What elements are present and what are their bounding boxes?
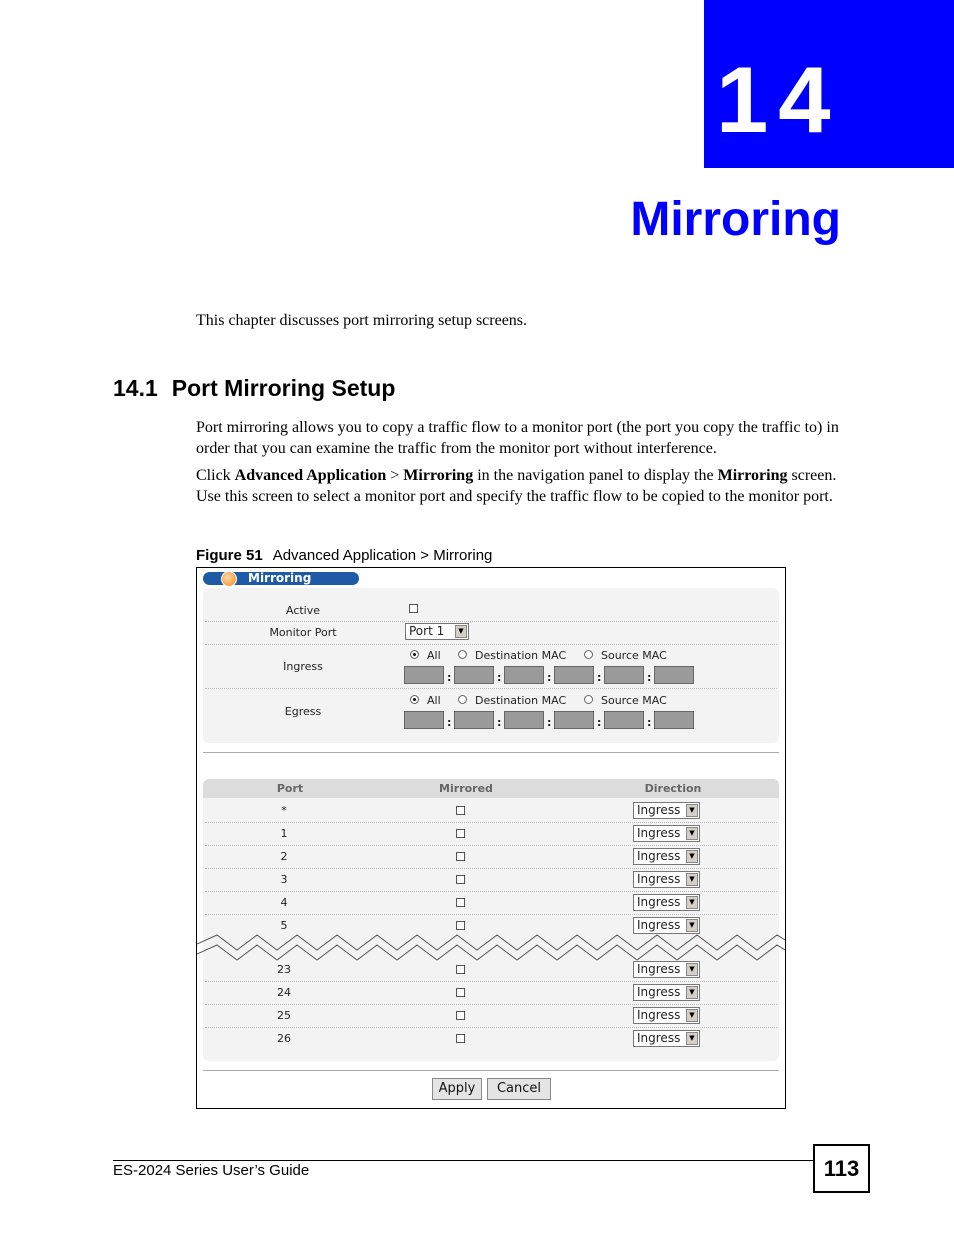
- row-divider: [205, 981, 777, 982]
- ingress-mac-field[interactable]: [604, 666, 644, 684]
- port-cell: 3: [280, 873, 288, 886]
- direction-select[interactable]: [633, 802, 700, 819]
- port-table-header: [203, 779, 779, 798]
- col-mirrored: Mirrored: [439, 782, 493, 795]
- direction-select[interactable]: [633, 1030, 700, 1047]
- para-text: in the navigation panel to display the: [473, 467, 718, 484]
- mac-separator: :: [547, 671, 552, 684]
- egress-dest-mac-label: Destination MAC: [475, 694, 567, 707]
- intro-text: This chapter discusses port mirroring setup screens.: [196, 312, 528, 329]
- egress-dest-mac-radio[interactable]: [458, 695, 467, 704]
- ingress-source-mac-label: Source MAC: [601, 649, 667, 662]
- direction-value: Ingress: [637, 803, 681, 817]
- direction-select[interactable]: [633, 1007, 700, 1024]
- section-divider: [203, 1070, 779, 1071]
- para-bold: Advanced Application: [234, 467, 387, 484]
- ingress-mac-field[interactable]: [554, 666, 594, 684]
- para-text: screen. Use this screen to select a monitor port and specify the traffic flow to be copied to the monitor port.: [196, 467, 837, 505]
- monitor-port-label: Monitor Port: [269, 626, 337, 639]
- figure-label: Figure 51: [196, 547, 263, 564]
- port-cell: 4: [280, 896, 288, 909]
- break-mark: [197, 932, 785, 962]
- active-label: Active: [285, 604, 321, 617]
- mirrored-checkbox[interactable]: [456, 898, 465, 907]
- egress-source-mac-radio[interactable]: [584, 695, 593, 704]
- row-divider: [205, 845, 777, 846]
- direction-select[interactable]: [633, 871, 700, 888]
- mirrored-checkbox[interactable]: [456, 921, 465, 930]
- mac-separator: :: [497, 716, 502, 729]
- para-text: >: [386, 467, 404, 484]
- mirrored-checkbox[interactable]: [456, 1011, 465, 1020]
- direction-select[interactable]: [633, 848, 700, 865]
- mirrored-checkbox[interactable]: [456, 988, 465, 997]
- port-cell: 24: [277, 986, 291, 999]
- paragraph-1: Port mirroring allows you to copy a traffic flow to a monitor port (the port you copy the traffic to) in order that you can examine the traffic from the monitor port without interference.: [196, 419, 839, 457]
- mirroring-tab: [203, 572, 359, 585]
- row-divider: [205, 688, 777, 689]
- para-bold: Mirroring: [403, 467, 474, 484]
- direction-value: Ingress: [637, 849, 681, 863]
- ingress-mac-field[interactable]: [654, 666, 694, 684]
- chapter-title: Mirroring: [630, 193, 841, 246]
- egress-mac-field[interactable]: [504, 711, 544, 729]
- port-cell: 26: [277, 1032, 291, 1045]
- port-cell: 25: [277, 1009, 291, 1022]
- active-checkbox[interactable]: [409, 604, 418, 613]
- ingress-dest-mac-label: Destination MAC: [475, 649, 567, 662]
- egress-mac-field[interactable]: [654, 711, 694, 729]
- direction-value: Ingress: [637, 985, 681, 999]
- direction-value: Ingress: [637, 895, 681, 909]
- section-title: Port Mirroring Setup: [171, 375, 396, 401]
- direction-value: Ingress: [637, 962, 681, 976]
- row-divider: [205, 644, 777, 645]
- para-bold: Mirroring: [717, 467, 788, 484]
- ingress-all-radio[interactable]: [410, 650, 419, 659]
- chevron-down-icon: ▼: [686, 896, 698, 909]
- mac-separator: :: [647, 716, 652, 729]
- page-number: 113: [813, 1144, 870, 1193]
- mac-separator: :: [597, 671, 602, 684]
- col-direction: Direction: [644, 782, 702, 795]
- chevron-down-icon: ▼: [686, 1009, 698, 1022]
- ingress-dest-mac-radio[interactable]: [458, 650, 467, 659]
- egress-mac-field[interactable]: [604, 711, 644, 729]
- chapter-number: 14: [716, 47, 841, 152]
- mac-separator: :: [447, 671, 452, 684]
- direction-value: Ingress: [637, 918, 681, 932]
- row-divider: [205, 1004, 777, 1005]
- para-text: Click: [196, 467, 235, 484]
- row-divider: [205, 1027, 777, 1028]
- direction-value: Ingress: [637, 1008, 681, 1022]
- footer-guide-title: ES-2024 Series User’s Guide: [113, 1162, 310, 1179]
- row-divider: [205, 914, 777, 915]
- port-cell: 1: [280, 827, 288, 840]
- mirrored-checkbox[interactable]: [456, 875, 465, 884]
- direction-value: Ingress: [637, 1031, 681, 1045]
- chevron-down-icon: ▼: [686, 827, 698, 840]
- ingress-mac-field[interactable]: [504, 666, 544, 684]
- mac-separator: :: [547, 716, 552, 729]
- mirrored-checkbox[interactable]: [456, 806, 465, 815]
- mac-separator: :: [597, 716, 602, 729]
- orb-icon: [221, 571, 237, 587]
- mac-separator: :: [497, 671, 502, 684]
- ingress-all-label: All: [427, 649, 441, 662]
- tab-label: Mirroring: [248, 571, 312, 585]
- mirrored-checkbox[interactable]: [456, 1034, 465, 1043]
- egress-source-mac-label: Source MAC: [601, 694, 667, 707]
- chevron-down-icon: ▼: [686, 963, 698, 976]
- mirrored-checkbox[interactable]: [456, 829, 465, 838]
- chevron-down-icon: ▼: [455, 625, 467, 638]
- direction-select[interactable]: [633, 894, 700, 911]
- section-divider: [203, 752, 779, 753]
- row-divider: [205, 891, 777, 892]
- col-port: Port: [276, 782, 304, 795]
- mac-separator: :: [447, 716, 452, 729]
- mac-separator: :: [647, 671, 652, 684]
- port-cell: 5: [280, 919, 288, 932]
- egress-all-radio[interactable]: [410, 695, 419, 704]
- chevron-down-icon: ▼: [686, 873, 698, 886]
- direction-select[interactable]: [633, 825, 700, 842]
- monitor-port-select[interactable]: [405, 623, 469, 640]
- chevron-down-icon: ▼: [686, 919, 698, 932]
- section-number: 14.1: [113, 375, 158, 401]
- ingress-mac-field[interactable]: [454, 666, 494, 684]
- direction-value: Ingress: [637, 872, 681, 886]
- egress-mac-field[interactable]: [404, 711, 444, 729]
- port-cell: 2: [280, 850, 288, 863]
- monitor-port-value: Port 1: [409, 624, 445, 638]
- chevron-down-icon: ▼: [686, 986, 698, 999]
- direction-value: Ingress: [637, 826, 681, 840]
- section-heading: [113, 373, 395, 403]
- mirrored-checkbox[interactable]: [456, 852, 465, 861]
- ingress-label: Ingress: [283, 660, 323, 673]
- egress-mac-field[interactable]: [554, 711, 594, 729]
- mirrored-checkbox[interactable]: [456, 965, 465, 974]
- row-divider: [205, 621, 777, 622]
- port-cell: *: [281, 804, 287, 817]
- figure-caption: [196, 546, 492, 566]
- chevron-down-icon: ▼: [686, 850, 698, 863]
- paragraph-2: [196, 466, 846, 507]
- chevron-down-icon: ▼: [686, 1032, 698, 1045]
- ingress-mac-field[interactable]: [404, 666, 444, 684]
- egress-label: Egress: [284, 705, 322, 718]
- chevron-down-icon: ▼: [686, 804, 698, 817]
- figure-title: Advanced Application > Mirroring: [272, 547, 493, 564]
- row-divider: [205, 868, 777, 869]
- ingress-source-mac-radio[interactable]: [584, 650, 593, 659]
- direction-select[interactable]: [633, 984, 700, 1001]
- port-cell: 23: [277, 963, 291, 976]
- egress-mac-field[interactable]: [454, 711, 494, 729]
- mirroring-screenshot: [196, 567, 786, 1109]
- direction-select[interactable]: [633, 961, 700, 978]
- row-divider: [205, 822, 777, 823]
- cancel-button[interactable]: Cancel: [487, 1078, 551, 1100]
- apply-button[interactable]: Apply: [432, 1078, 482, 1100]
- egress-all-label: All: [427, 694, 441, 707]
